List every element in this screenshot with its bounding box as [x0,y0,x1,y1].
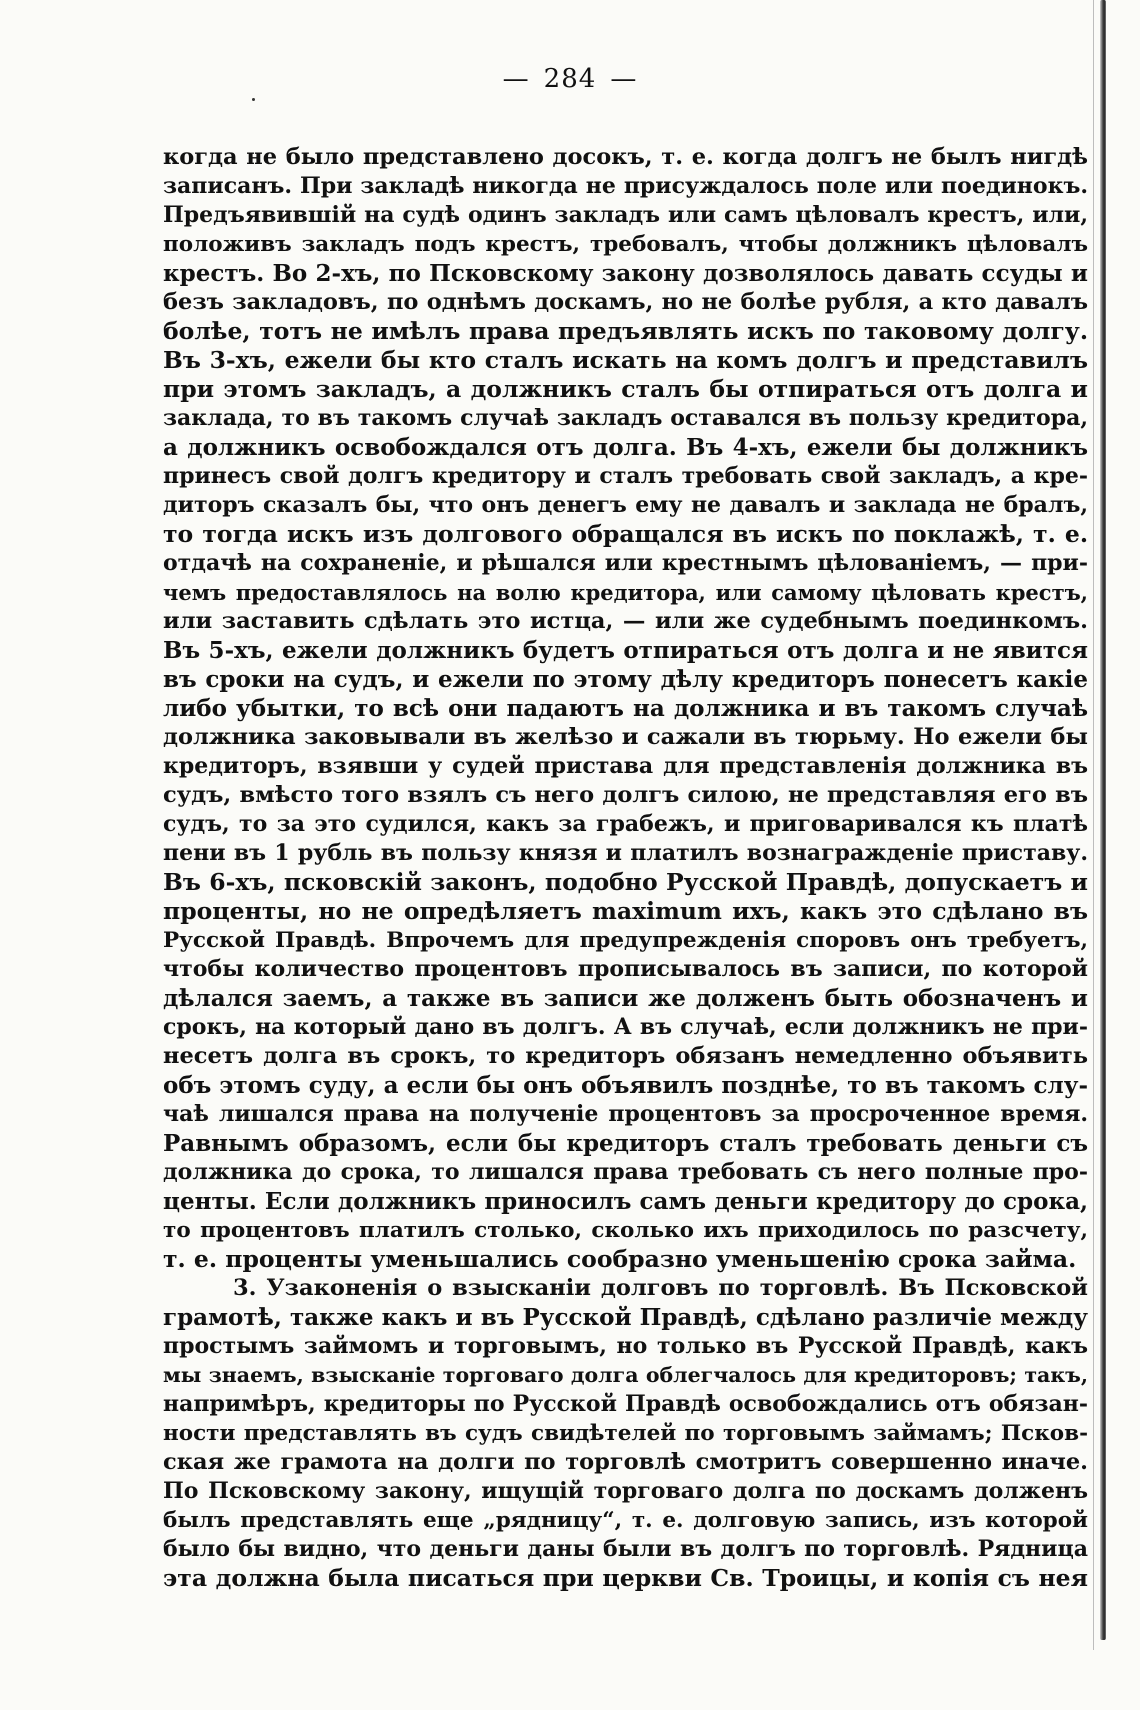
text-line: грамотѣ, также какъ и въ Русской Правдѣ, сдѣлано различіе между [163,1304,1088,1331]
text-line: объ этомъ суду, а если бы онъ объявилъ позднѣе, то въ такомъ слу- [163,1072,1088,1099]
text-line: Русской Правдѣ. Впрочемъ для предупрежденія споровъ онъ требуетъ, [163,928,1088,953]
text-line: ности представлять въ судъ свидѣтелей по торговымъ займамъ; Псков- [163,1421,1088,1446]
text-line: напримѣръ, кредиторы по Русской Правдѣ освобождались отъ обязан- [163,1391,1088,1417]
text-line: то процентовъ платилъ столько, сколько ихъ приходилось по разсчету, [163,1218,1088,1243]
text-line: положивъ закладъ подъ крестъ, требовалъ, чтобы должникъ цѣловалъ [163,232,1088,257]
page-edge-binding [1100,0,1106,1640]
text-line: Въ 5-хъ, ежели должникъ будетъ отпираться отъ долга и не явится [163,637,1088,664]
text-line: центы. Если должникъ приносилъ самъ деньги кредитору до срока, [163,1188,1088,1215]
text-line: въ сроки на судъ, и ежели по этому дѣлу кредиторъ понесетъ какіе [163,666,1088,693]
text-line: а должникъ освобождался отъ долга. Въ 4-хъ, ежели бы должникъ [163,434,1088,461]
text-line: когда не было представлено досокъ, т. е. когда долгъ не былъ нигдѣ [163,144,1088,170]
text-line: кредиторъ, взявши у судей пристава для представленія должника въ [163,753,1088,779]
page-number-dash-left: — [502,64,530,94]
page-number-dash-right: — [610,64,638,94]
text-line: Предъявившій на судѣ одинъ закладъ или самъ цѣловалъ крестъ, или, [163,202,1088,228]
text-line: диторъ сказалъ бы, что онъ денегъ ему не давалъ и заклада не бралъ, [163,492,1088,518]
text-line: Равнымъ образомъ, если бы кредиторъ сталъ требовать деньги съ [163,1130,1088,1157]
text-line: отдачѣ на сохраненіе, и рѣшался или крестнымъ цѣлованіемъ, — при- [163,550,1088,576]
text-line: дѣлался заемъ, а также въ записи же долженъ быть обозначенъ и [163,985,1088,1012]
text-line: безъ закладовъ, по однѣмъ доскамъ, но не болѣе рубля, а кто давалъ [163,289,1088,315]
ink-speck [252,98,255,101]
text-line: крестъ. Во 2-хъ, по Псковскому закону дозволялось давать ссуды и [163,260,1088,287]
text-line: ская же грамота на долги по торговлѣ смотритъ совершенно иначе. [163,1449,1088,1475]
paragraph-end-line: т. е. проценты уменьшались сообразно уменьшенію срока займа. [163,1245,1077,1273]
text-line: было бы видно, что деньги даны были въ долгъ по торговлѣ. Рядница [163,1536,1088,1562]
text-line: былъ представлять еще „рядницу“, т. е. долговую запись, изъ которой [163,1508,1088,1533]
text-line: эта должна была писаться при церкви Св. Троицы, и копія съ нея [163,1564,1088,1592]
text-line: проценты, но не опредѣляетъ maximum ихъ, какъ это сдѣлано въ [163,897,1088,925]
text-line: срокъ, на который дано въ долгъ. А въ случаѣ, если должникъ не при- [163,1014,1088,1040]
text-line: простымъ займомъ и торговымъ, но только въ Русской Правдѣ, какъ [163,1333,1088,1359]
text-line: должника до срока, то лишался права требовать съ него полные про- [163,1159,1088,1185]
text-line: чаѣ лишался права на полученіе процентовъ за просроченное время. [163,1101,1088,1127]
text-line: мы знаемъ, взысканіе торговаго долга облегчалось для кредиторовъ; такъ, [163,1363,1088,1387]
text-line: болѣе, тотъ не имѣлъ права предъявлять искъ по таковому долгу. [163,317,1088,345]
text-line: записанъ. При закладѣ никогда не присуждалось поле или поединокъ. [163,173,1088,199]
text-line: то тогда искъ изъ долгового обращался въ искъ по поклажѣ, т. е. [163,520,1088,548]
text-line: принесъ свой долгъ кредитору и сталъ требовать свой закладъ, а кре- [163,463,1088,489]
text-line: заклада, то въ такомъ случаѣ закладъ оставался въ пользу кредитора, [163,405,1088,431]
text-line: или заставить сдѣлать это истца, — или же судебнымъ поединкомъ. [163,608,1088,634]
text-line: несетъ долга въ срокъ, то кредиторъ обязанъ немедленно объявить [163,1043,1088,1069]
text-line: пени въ 1 рубль въ пользу князя и платилъ вознагражденіе приставу. [163,840,1088,866]
text-line: чемъ предоставлялось на волю кредитора, или самому цѣловать крестъ, [163,580,1088,605]
text-line: Въ 3-хъ, ежели бы кто сталъ искать на комъ долгъ и представилъ [163,346,1088,374]
text-line: должника заковывали въ желѣзо и сажали въ тюрьму. Но ежели бы [163,724,1088,750]
page-edge-shadow [1093,0,1094,1650]
text-line: либо убытки, то всѣ они падаютъ на должника и въ такомъ случаѣ [163,695,1088,722]
text-line: судъ, вмѣсто того взялъ съ него долгъ силою, не представляя его въ [163,782,1088,808]
text-line: при этомъ закладъ, а должникъ сталъ бы отпираться отъ долга и [163,375,1088,403]
section-heading-line: 3. Узаконенія о взысканіи долговъ по торговлѣ. Въ Псковской [233,1275,1088,1301]
page-header [0,64,1140,94]
text-line: судъ, то за это судился, какъ за грабежъ, и приговаривался къ платѣ [163,811,1088,837]
page-number: 284 [543,64,597,94]
body-text [163,143,1088,1593]
text-line: Въ 6-хъ, псковскій законъ, подобно Русской Правдѣ, допускаетъ и [163,868,1088,896]
text-line: чтобы количество процентовъ прописывалось въ записи, по которой [163,956,1088,982]
text-line: По Псковскому закону, ищущій торговаго долга по доскамъ долженъ [163,1478,1088,1504]
